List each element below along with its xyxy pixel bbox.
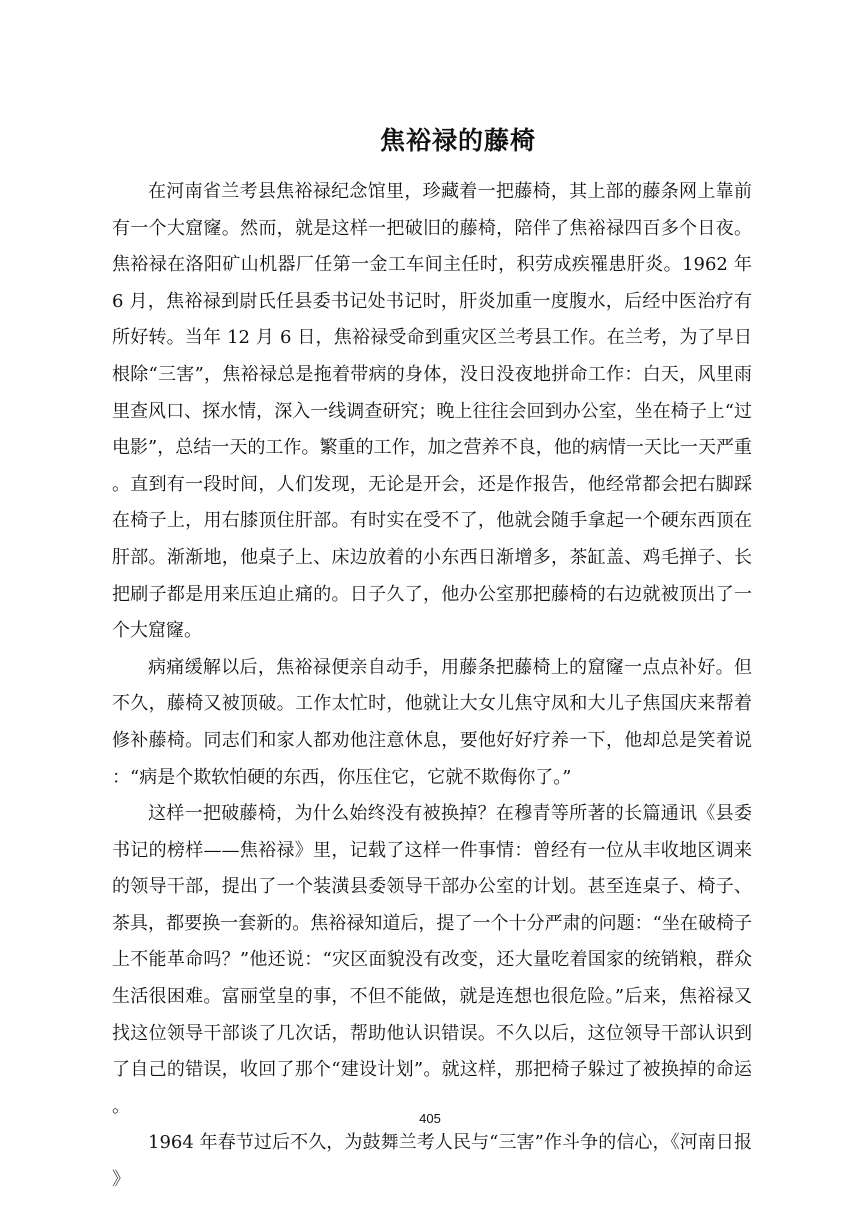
- paragraph-2: 病痛缓解以后，焦裕禄便亲自动手，用藤条把藤椅上的窟窿一点点补好。但不久，藤椅又被顶破。工作太忙时，他就让大女儿焦守凤和大儿子焦国庆来帮着修补藤椅。同志们和家人都劝他注意休息，要他好好疗养一下，他却总是笑着说：“病是个欺软怕硬的东西，你压住它，它就不欺侮你了。”: [112, 656, 752, 788]
- article-body: [112, 174, 752, 1199]
- paragraph-4: 1964 年春节过后不久，为鼓舞兰考人民与“三害”作斗争的信心，《河南日报》: [112, 1132, 752, 1191]
- paragraph-3: 这样一把破藤椅，为什么始终没有被换掉？在穆青等所著的长篇通讯《县委书记的榜样——焦裕禄》里，记载了这样一件事情：曾经有一位从丰收地区调来的领导干部，提出了一个装潢县委领导干部办公室的计划。甚至连桌子、椅子、茶具，都要换一套新的。焦裕禄知道后，提了一个十分严肃的问题：“坐在破椅子上不能革命吗？”他还说：“灾区面貌没有改变，还大量吃着国家的统销粮，群众生活很困难。富丽堂皇的事，不但不能做，就是连想也很危险。”后来，焦裕禄又找这位领导干部谈了几次话，帮助他认识错误。不久以后，这位领导干部认识到了自己的错误，收回了那个“建设计划”。就这样，那把椅子躲过了被换掉的命运。: [112, 803, 752, 1117]
- paragraph-1: 在河南省兰考县焦裕禄纪念馆里，珍藏着一把藤椅，其上部的藤条网上靠前有一个大窟窿。然而，就是这样一把破旧的藤椅，陪伴了焦裕禄四百多个日夜。焦裕禄在洛阳矿山机器厂任第一金工车间主任时，积劳成疾罹患肝炎。1962 年 6 月，焦裕禄到尉氏任县委书记处书记时，肝炎加重一度腹水，后经中医治疗有所好转。当年 12 月 6 日，焦裕禄受命到重灾区兰考县工作。在兰考，为了早日根除“三害”，焦裕禄总是拖着带病的身体，没日没夜地拼命工作：白天，风里雨里查风口、探水情，深入一线调查研究；晚上往往会回到办公室，坐在椅子上“过电影”，总结一天的工作。繁重的工作，加之营养不良，他的病情一天比一天严重。直到有一段时间，人们发现，无论是开会，还是作报告，他经常都会把右脚踩在椅子上，用右膝顶住肝部。有时实在受不了，他就会随手拿起一个硬东西顶在肝部。渐渐地，他桌子上、床边放着的小东西日渐增多，茶缸盖、鸡毛掸子、长把刷子都是用来压迫止痛的。日子久了，他办公室那把藤椅的右边就被顶出了一个大窟窿。: [112, 181, 752, 642]
- page-number: 405: [419, 1111, 441, 1126]
- article-title: 焦裕禄的藤椅: [379, 125, 536, 155]
